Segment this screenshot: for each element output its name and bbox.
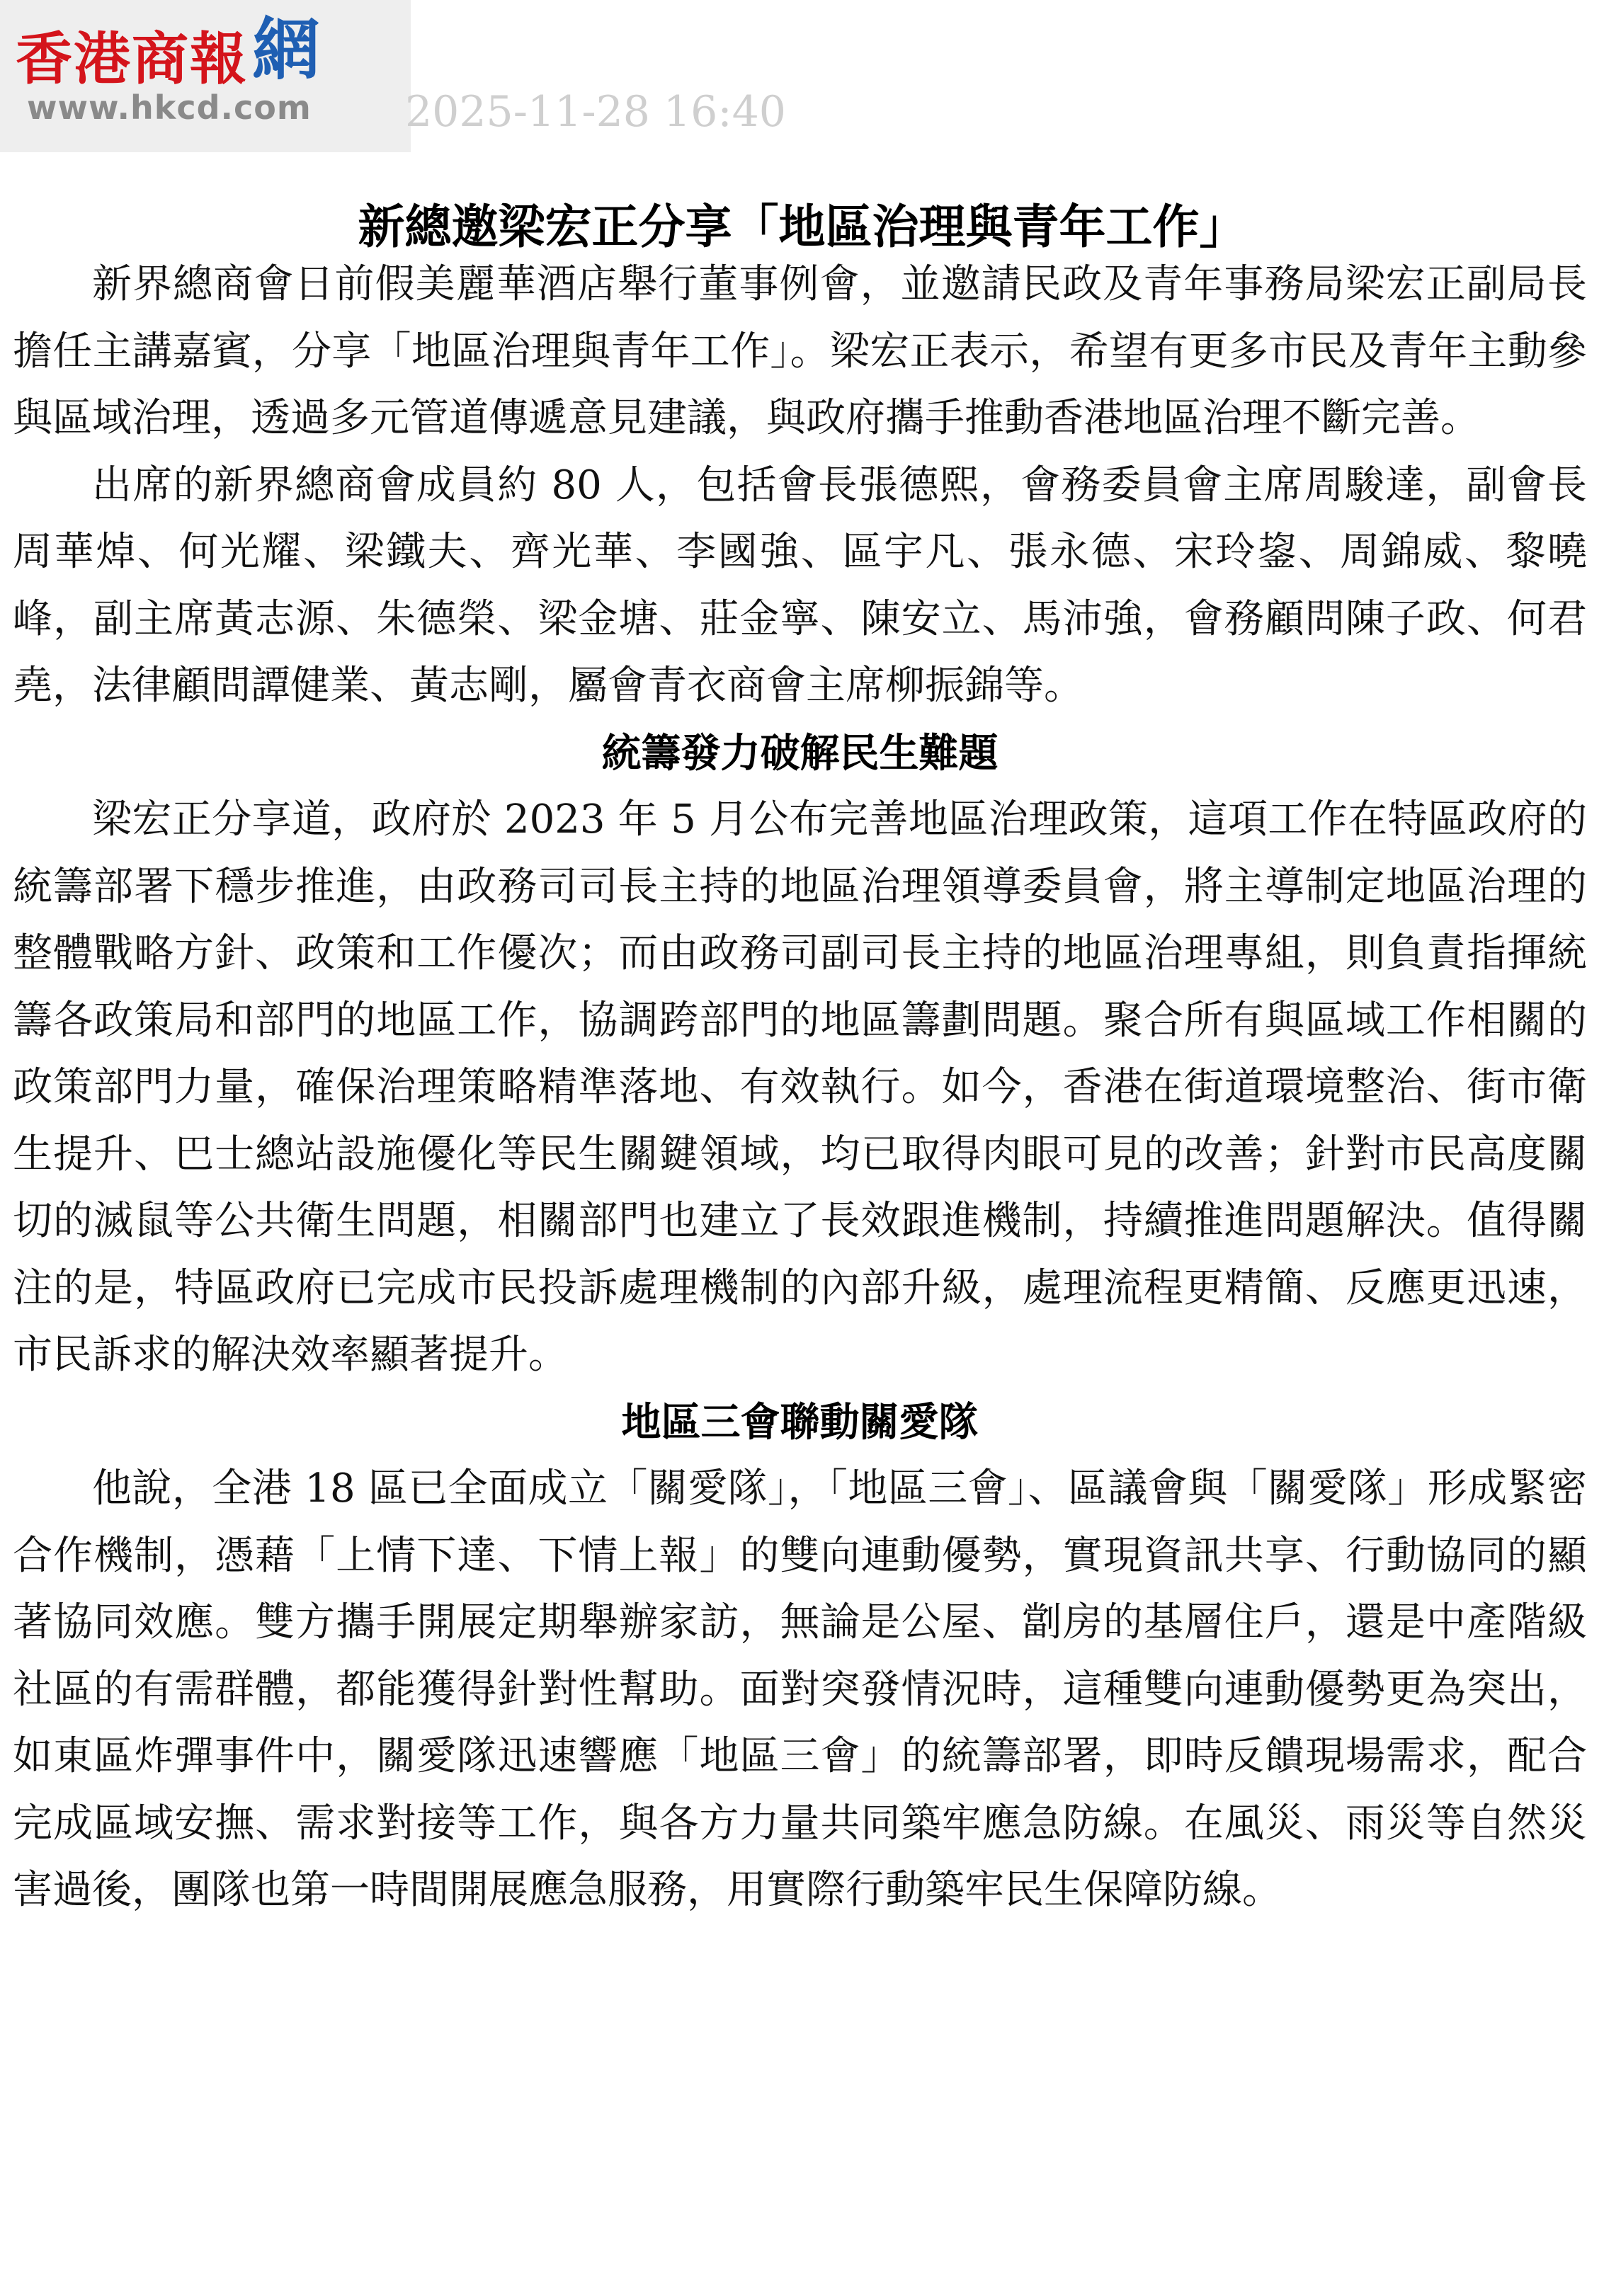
paragraph-intro: 新界總商會日前假美麗華酒店舉行董事例會，並邀請民政及青年事務局梁宏正副局長擔任主講嘉賓，分享「地區治理與青年工作」。梁宏正表示，希望有更多市民及青年主動參與區域治理，透過多元管道傳遞意見建議，與政府攜手推動香港地區治理不斷完善。 — [13, 261, 1587, 441]
article-title: 新總邀梁宏正分享「地區治理與青年工作」 — [358, 199, 1246, 255]
publish-timestamp: 2025-11-28 16:40 — [405, 87, 786, 137]
paragraph-governance: 梁宏正分享道，政府於 2023 年 5 月公布完善地區治理政策，這項工作在特區政府的統籌部署下穩步推進，由政務司司長主持的地區治理領導委員會，將主導制定地區治理的整體戰略方針、政策和工作優次；而由政務司副司長主持的地區治理專組，則負責指揮統籌各政策局和部門的地區工作，協調跨部門的地區籌劃問題。聚合所有與區域工作相關的政策部門力量，確保治理策略精準落地、有效執行。如今，香港在街道環境整治、街市衛生提升、巴士總站設施優化等民生關鍵領域，均已取得肉眼可見的改善；針對市民高度關切的滅鼠等公共衛生問題，相關部門也建立了長效跟進機制，持續推進問題解決。值得關注的是，特區政府已完成市民投訴處理機制的內部升級，處理流程更精簡、反應更迅速，市民訴求的解決效率顯著提升。 — [13, 796, 1587, 1378]
logo-net-character: 網 — [252, 9, 322, 89]
paragraph-attendees: 出席的新界總商會成員約 80 人，包括會長張德熙，會務委員會主席周駿達，副會長周華焯、何光耀、梁鐵夫、齊光華、李國強、區宇凡、張永德、宋玲鋆、周錦威、黎曉峰，副主席黃志源、朱德榮、梁金塘、莊金寧、陳安立、馬沛強，會務顧問陳子政、何君堯，法律顧問譚健業、黃志剛，屬會青衣商會主席柳振錦等。 — [13, 462, 1587, 709]
article-body — [13, 251, 1587, 1924]
logo-url: www.hkcd.com — [27, 88, 312, 127]
paragraph-care-teams: 他說，全港 18 區已全面成立「關愛隊」，「地區三會」、區議會與「關愛隊」形成緊密合作機制，憑藉「上情下達、下情上報」的雙向連動優勢，實現資訊共享、行動協同的顯著協同效應。雙方攜手開展定期舉辦家訪，無論是公屋、劏房的基層住戶，還是中產階級社區的有需群體，都能獲得針對性幫助。面對突發情況時，這種雙向連動優勢更為突出，如東區炸彈事件中，關愛隊迅速響應「地區三會」的統籌部署，即時反饋現場需求，配合完成區域安撫、需求對接等工作，與各方力量共同築牢應急防線。在風災、雨災等自然災害過後，團隊也第一時間開展應急服務，用實際行動築牢民生保障防線。 — [13, 1466, 1587, 1913]
logo-text: 香港商報 — [16, 25, 248, 92]
masthead — [0, 0, 411, 152]
hkcd-logo[interactable] — [16, 9, 322, 92]
subheading-care-teams: 地區三會聯動關愛隊 — [621, 1398, 979, 1446]
subheading-coordination: 統籌發力破解民生難題 — [601, 729, 999, 777]
